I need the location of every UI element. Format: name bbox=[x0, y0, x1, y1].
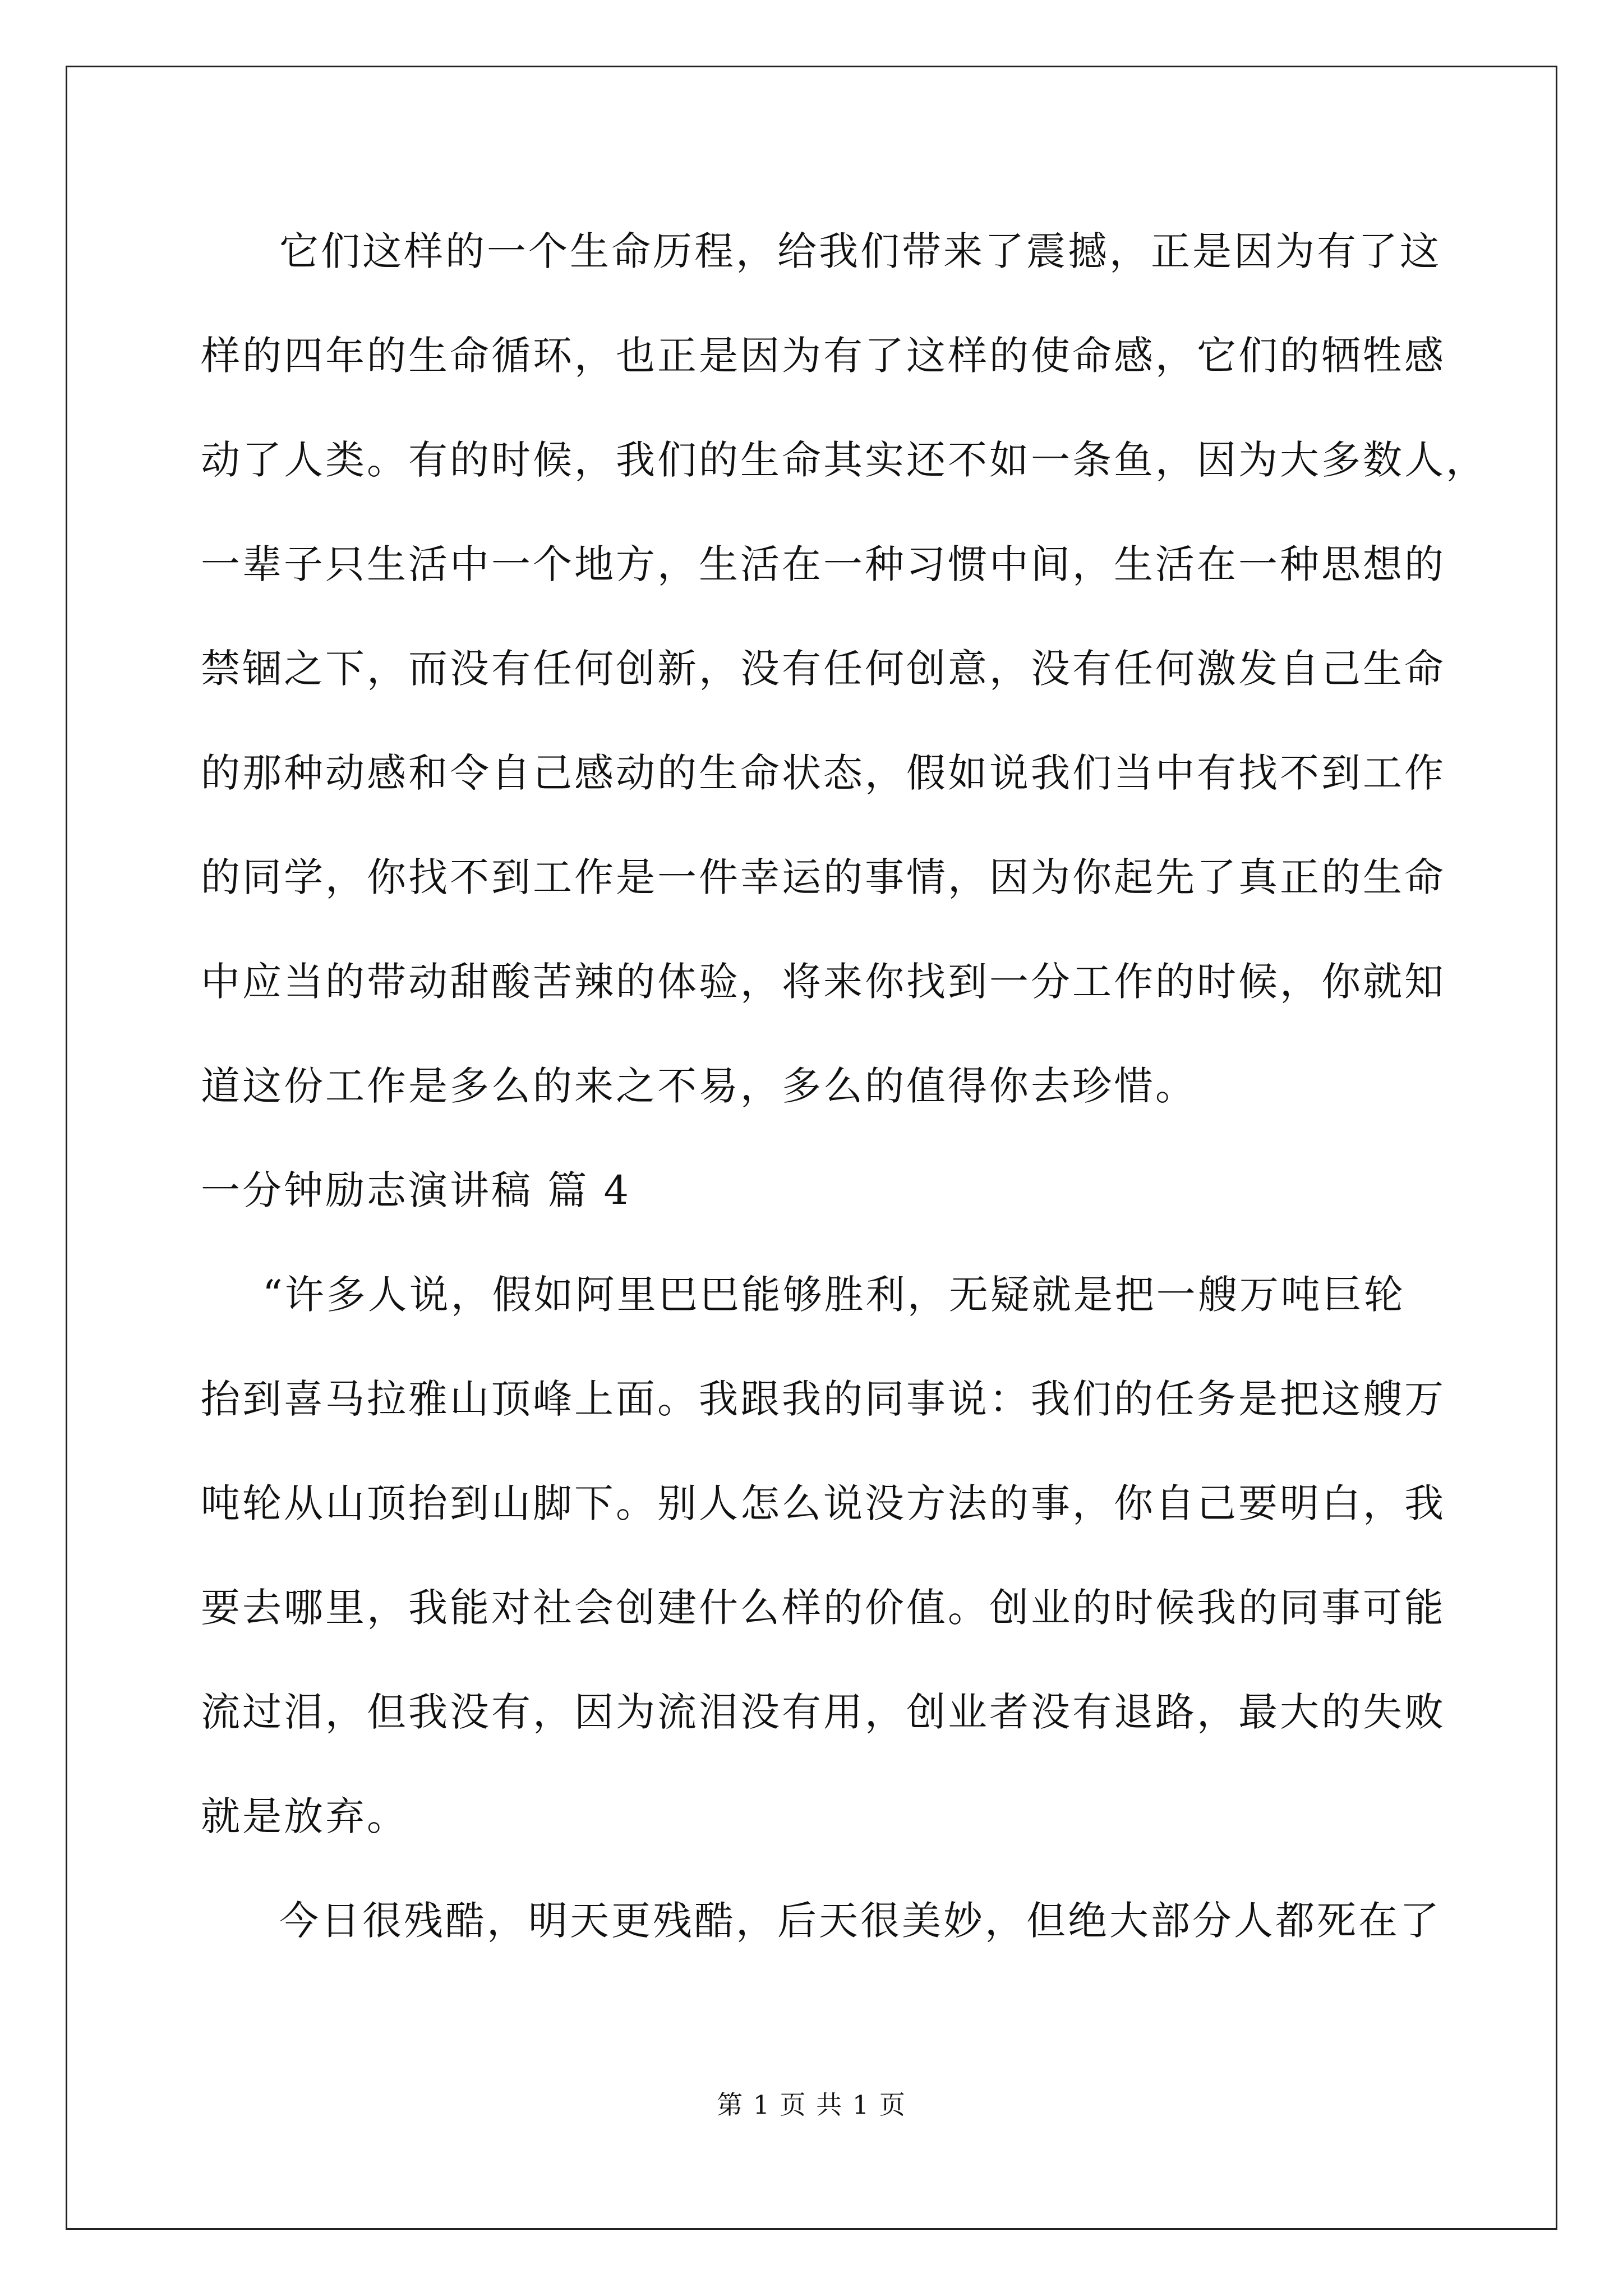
text-line: 吨轮从山顶抬到山脚下。别人怎么说没方法的事，你自己要明白，我 bbox=[201, 1480, 1446, 1526]
text-line: 就是放弃。 bbox=[201, 1793, 408, 1839]
section-heading: 一分钟励志演讲稿 篇 4 bbox=[201, 1167, 631, 1213]
paragraph-3 bbox=[201, 1869, 1441, 1973]
text-line: 的同学，你找不到工作是一件幸运的事情，因为你起先了真正的生命 bbox=[201, 854, 1446, 900]
text-line: 禁锢之下，而没有任何创新，没有任何创意，没有任何激发自己生命 bbox=[201, 646, 1446, 692]
text-line: 要去哪里，我能对社会创建什么样的价值。创业的时候我的同事可能 bbox=[201, 1585, 1446, 1631]
text-line: 中应当的带动甜酸苦辣的体验，将来你找到一分工作的时候，你就知 bbox=[201, 959, 1446, 1005]
text-line: 抬到喜马拉雅山顶峰上面。我跟我的同事说：我们的任务是把这艘万 bbox=[201, 1376, 1446, 1422]
text-line: 今日很残酷，明天更残酷，后天很美妙，但绝大部分人都死在了 bbox=[279, 1898, 1441, 1944]
text-line: 流过泪，但我没有，因为流泪没有用，创业者没有退路，最大的失败 bbox=[201, 1689, 1446, 1735]
text-line: 一辈子只生活中一个地方，生活在一种习惯中间，生活在一种思想的 bbox=[201, 541, 1446, 587]
page-number-footer: 第 1 页 共 1 页 bbox=[717, 2090, 906, 2120]
text-line: 动了人类。有的时候，我们的生命其实还不如一条鱼，因为大多数人， bbox=[201, 437, 1487, 483]
document-body bbox=[201, 199, 1487, 1973]
paragraph-2 bbox=[201, 1243, 1446, 1869]
text-line: 样的四年的生命循环，也正是因为有了这样的使命感，它们的牺牲感 bbox=[201, 333, 1446, 379]
text-line: 的那种动感和令自己感动的生命状态，假如说我们当中有找不到工作 bbox=[201, 750, 1446, 796]
text-line: 道这份工作是多么的来之不易，多么的值得你去珍惜。 bbox=[201, 1063, 1197, 1109]
text-line: 它们这样的一个生命历程，给我们带来了震撼，正是因为有了这 bbox=[279, 228, 1441, 274]
text-line: “许多人说，假如阿里巴巴能够胜利，无疑就是把一艘万吨巨轮 bbox=[262, 1272, 1405, 1318]
paragraph-1 bbox=[201, 199, 1487, 1138]
